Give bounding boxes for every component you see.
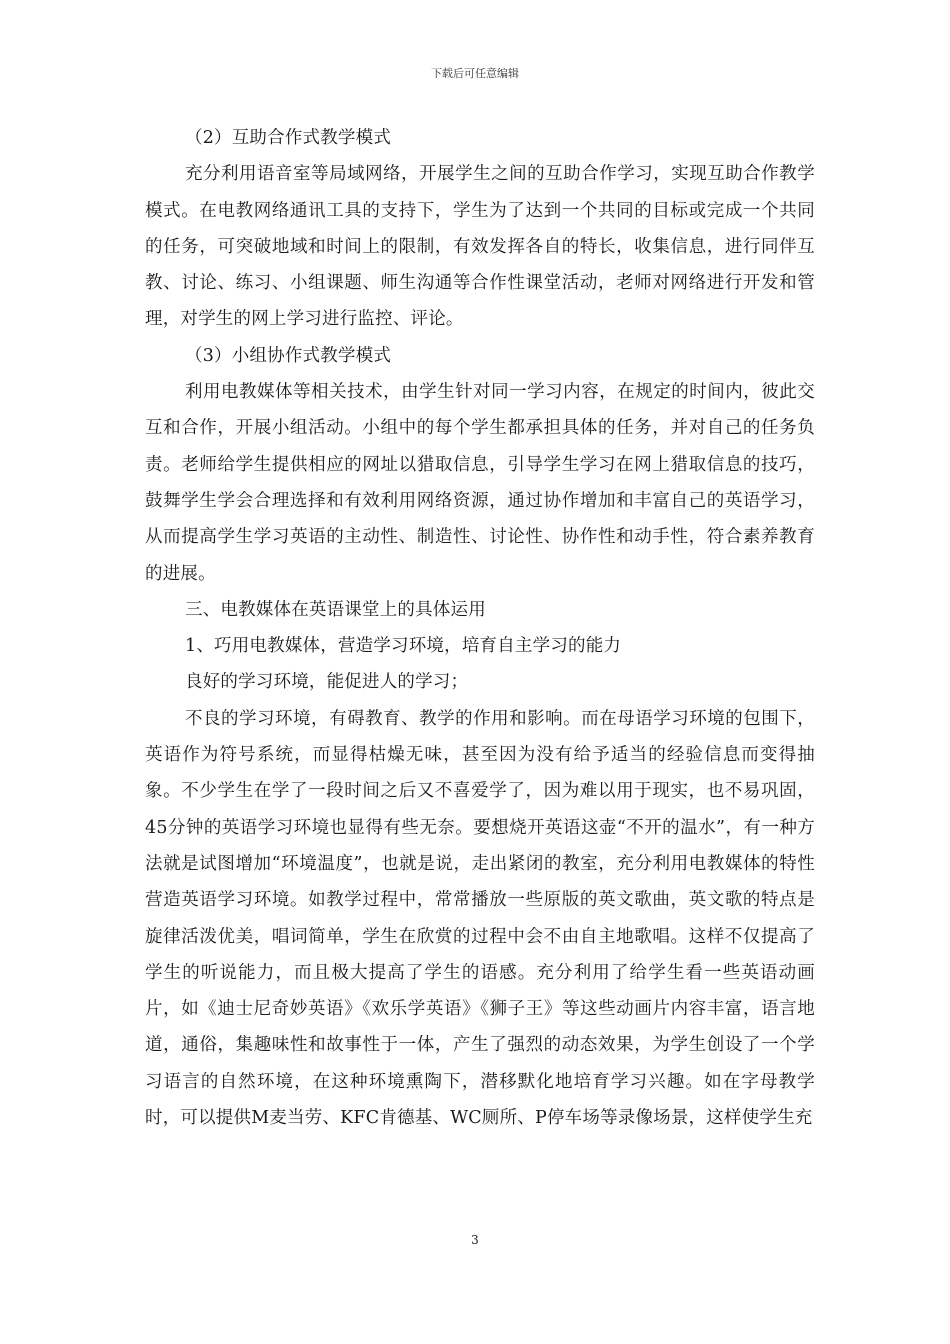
paragraph-bad-environment: 不良的学习环境，有碍教育、教学的作用和影响。而在母语学习环境的包围下，英语作为符号系统，而显得枯燥无味，甚至因为没有给予适当的经验信息而变得抽象。不少学生在学了一段时间之后又不喜爱学了，因为难以用于现实，也不易巩固，45分钟的英语学习环境也显得有些无奈。要想烧开英语这壶“不开的温水”，有一种方法就是试图增加“环境温度”，也就是说，走出紧闭的教室，充分利用电教媒体的特性营造英语学习环境。如教学过程中，常常播放一些原版的英文歌曲，英文歌的特点是旋律活泼优美，唱词简单，学生在欣赏的过程中会不由自主地歌唱。这样不仅提高了学生的听说能力，而且极大提高了学生的语感。充分利用了给学生看一些英语动画片，如《迪士尼奇妙英语》《欢乐学英语》《狮子王》等这些动画片内容丰富，语言地道，通俗，集趣味性和故事性于一体，产生了强烈的动态效果，为学生创设了一个学习语言的自然环境，在这种环境熏陶下，潜移默化地培育学习兴趣。如在字母教学时，可以提供M麦当劳、KFC肯德基、WC厕所、P停车场等录像场景，这样使学生充 [145,708,815,1129]
paragraph-mutual-cooperation: 充分利用语音室等局域网络，开展学生之间的互助合作学习，实现互助合作教学模式。在电教网络通讯工具的支持下，学生为了达到一个共同的目标或完成一个共同的任务，可突破地域和时间上的限制，有效发挥各自的特长，收集信息，进行同伴互教、讨论、练习、小组课题、师生沟通等合作性课堂活动，老师对网络进行开发和管理，对学生的网上学习进行监控、评论。 [145,164,815,330]
page-header-note: 下载后可任意编辑 [431,67,519,80]
subheading-mutual-cooperation: （2）互助合作式教学模式 [185,128,392,148]
subheading-group-collaboration: （3）小组协作式教学模式 [185,345,392,366]
document-body [145,120,815,1136]
paragraph-good-environment: 良好的学习环境，能促进人的学习； [185,672,469,693]
page-number: 3 [471,1233,479,1247]
subsection-heading-learning-environment: 1、巧用电教媒体，营造学习环境，培育自主学习的能力 [185,636,622,657]
section-heading-classroom-use: 三、电教媒体在英语课堂上的具体运用 [185,599,486,620]
paragraph-group-collaboration: 利用电教媒体等相关技术，由学生针对同一学习内容，在规定的时间内，彼此交互和合作，开展小组活动。小组中的每个学生都承担具体的任务，并对自己的任务负责。老师给学生提供相应的网址以猎取信息，引导学生学习在网上猎取信息的技巧，鼓舞学生学会合理选择和有效利用网络资源，通过协作增加和丰富自己的英语学习，从而提高学生学习英语的主动性、制造性、讨论性、协作性和动手性，符合素养教育的进展。 [145,382,815,584]
